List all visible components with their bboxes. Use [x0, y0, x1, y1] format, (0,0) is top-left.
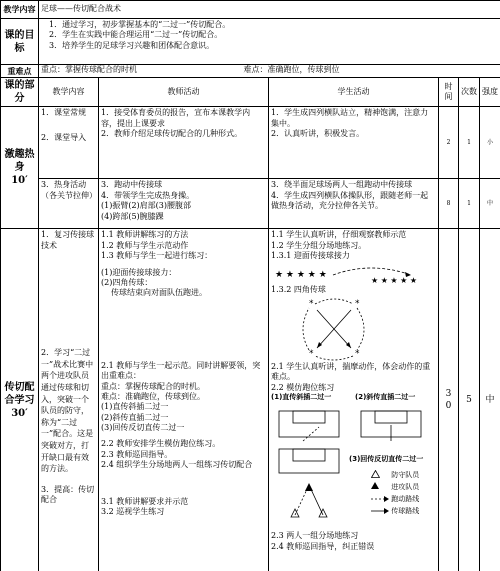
column-student: 学生活动: [269, 78, 439, 107]
column-teacher: 教师活动: [99, 78, 269, 107]
legend-label: 进攻队员: [391, 483, 420, 492]
teacher-item: 4．带领学生完成热身操。: [101, 190, 195, 200]
teacher-item: 1．接受体育委员的报告，宣布本课教学内容，提出上课要求: [101, 108, 251, 128]
teacher-item: 1.1 教师讲解练习的方法: [101, 230, 189, 240]
teacher-item: 重点：掌握传球配合的时机。: [101, 381, 205, 391]
drill-label-3: (3)回传反切直传二过一: [349, 455, 424, 464]
four-corner-diagram: [271, 296, 431, 362]
teacher-item: (1)直传斜插二过一: [101, 402, 169, 412]
warmup-student-1: [269, 107, 439, 179]
column-count: 次数: [459, 78, 480, 107]
student-item: 1.2 学生分组分场地练习。: [271, 240, 367, 250]
teacher-item: 2.1 教师与学生一起示范。同时讲解要领，突出重难点：: [101, 360, 261, 381]
legend-label: 防守队员: [391, 471, 420, 480]
relay-pass-diagram: [271, 263, 431, 285]
teacher-item: 2.2 教师安排学生模仿跑位练习。: [101, 439, 221, 449]
difficult-point: 难点：准确跑位，传球到位: [243, 65, 340, 74]
goal-item: 1．通过学习，初步掌握基本的“二过一”传切配合。: [49, 20, 231, 29]
content-item: 3．提高：传切配合: [41, 484, 95, 505]
legend-item-pass: [371, 505, 419, 517]
teacher-item: (4)跨部(5)腕膝踝: [101, 211, 164, 221]
drill-3-field: [273, 445, 353, 525]
teacher-item: 难点：准确跑位，传球到位。: [101, 391, 205, 401]
legend-item-run: [371, 493, 419, 505]
main-time: [439, 229, 459, 571]
main-count: 5: [459, 229, 480, 571]
drill-diagrams: [271, 393, 436, 527]
main-time-value: 30: [445, 389, 452, 411]
legend-label: 传球路线: [391, 507, 420, 516]
warmup-part: [1, 107, 39, 229]
student-item: 1.3.2 四角传球: [271, 284, 326, 294]
legend-item-defender: [371, 469, 419, 481]
content-item: （各关节拉伸）: [41, 190, 97, 200]
run-path: [357, 308, 364, 350]
student-item: 1.3.1 迎面传接球接力: [271, 251, 350, 261]
key-point: 重点：掌握传球配合的时机: [41, 65, 137, 74]
run-path: [315, 356, 353, 360]
drill-2-field: [355, 405, 435, 445]
column-time: 时间: [439, 78, 459, 107]
column-content: 教学内容: [39, 78, 99, 107]
main-part: [1, 229, 39, 571]
keypoints-label: 重难点: [1, 65, 39, 78]
student-item: 1.1 学生认真听讲，仔细观察教师示范: [271, 230, 407, 240]
content-item: 3．热身活动: [41, 180, 87, 190]
star-mark-icon: *: [309, 348, 314, 359]
goal-item: 3．培养学生的足球学习兴趣和团体配合意识。: [49, 40, 215, 50]
student-item: 3．绕半面足球场两人一组跑动中传接球: [271, 180, 413, 190]
teacher-item: 3．跑动中传接球: [101, 180, 163, 190]
student-item: 2．认真听讲，积极发言。: [271, 129, 365, 139]
attacker-icon: [371, 482, 379, 489]
content-item: 2．学习“二过一”战术比赛中两个进攻队员通过传球和切入，突破一个队员的防守，称为“二过一”配合。这是突破对方，打开缺口最有效的方法。: [41, 348, 94, 474]
warmup-part-time: 10′: [11, 175, 28, 187]
content-label: 教学内容: [1, 1, 39, 19]
teacher-item: (1)迎面传接球接力：: [101, 267, 177, 277]
column-intensity: 强度: [480, 78, 500, 107]
teacher-item: 1.2 教师与学生示范动作: [101, 240, 189, 250]
main-content: [39, 229, 99, 571]
star-mark-icon: *: [355, 298, 360, 309]
warmup-time-1: 2: [439, 107, 459, 179]
goal-item: 2．学生在实践中能合理运用“二过一”传切配合。: [49, 30, 223, 40]
star-row: ★ ★ ★ ★ ★: [371, 275, 418, 285]
warmup-count-2: 1: [459, 179, 480, 229]
teacher-item: 3.2 巡视学生练习: [101, 507, 165, 517]
warmup-count-1: 1: [459, 107, 480, 179]
warmup-student-2: [269, 179, 439, 229]
legend-label: 跑动路线: [391, 495, 420, 504]
drill-label-2: (2)斜传直插二过一: [355, 393, 416, 402]
main-intensity: 中: [480, 229, 500, 571]
main-teacher: [99, 229, 269, 571]
teacher-item: (2)四角传球：: [101, 277, 153, 287]
legend-item-attacker: [371, 481, 419, 493]
drill-1-field: [273, 405, 353, 445]
warmup-intensity-2: 中: [480, 179, 500, 229]
warmup-teacher-2: [99, 179, 269, 229]
student-item: 4．学生成四列横队体操队形，跟随老师一起做热身活动，充分拉伸各关节。: [271, 190, 429, 211]
teacher-item: 2.3 教师巡回指导。: [101, 449, 173, 459]
drill-label-1: (1)直传斜插二过一: [271, 393, 332, 402]
teacher-item: 2．教师介绍足球传切配合的几种形式。: [101, 129, 243, 139]
warmup-content-1: [39, 107, 99, 179]
teacher-item: (2)斜传直插二过一: [101, 412, 169, 422]
defender-icon: [371, 470, 379, 477]
student-item: 2.2 模仿跑位练习: [271, 382, 335, 392]
content-item: 2．课堂导入: [41, 132, 87, 142]
teacher-item: 2.4 组织学生分场地两人一组练习传切配合: [101, 460, 253, 470]
goal-label-text: 课的目标: [4, 29, 35, 54]
teacher-item: 传球结束向对面队伍跑进。: [111, 288, 207, 298]
legend: [371, 469, 419, 517]
run-path: [303, 308, 309, 350]
warmup-content-2: [39, 179, 99, 229]
content-item: 1．复习传接球技术: [41, 230, 95, 250]
student-item: 2.4 教师巡回指导，纠正错误: [271, 541, 375, 551]
warmup-intensity-1: 小: [480, 107, 500, 179]
teacher-item: (1)振臂(2)肩部(3)腰腹部: [101, 201, 191, 211]
warmup-time-2: 8: [439, 179, 459, 229]
student-item: 2.1 学生认真听讲，揣摩动作，体会动作的重难点。: [271, 361, 431, 382]
main-part-name: 传切配合学习: [4, 382, 35, 407]
warmup-part-name: 激趣热身: [4, 149, 35, 174]
column-part: 课的部分: [1, 78, 39, 107]
run-path: [315, 299, 353, 304]
main-student: [269, 229, 439, 571]
star-row: ★ ★ ★ ★ ★: [275, 269, 327, 280]
goal-label: [1, 19, 39, 65]
teacher-item: (3)回传反切直传二过一: [101, 423, 185, 433]
content-value: 足球——传切配合战术: [39, 1, 500, 19]
student-item: 2.3 两人一组分场地练习: [271, 531, 359, 541]
content-item: 1．课堂常规: [41, 108, 87, 118]
teacher-item: 1.3 教师与学生一起进行练习：: [101, 251, 213, 261]
pass-line-icon: [371, 508, 389, 514]
star-mark-icon: *: [355, 348, 360, 359]
warmup-teacher-1: [99, 107, 269, 179]
relay-arc: [333, 268, 411, 275]
run-line-icon: [371, 496, 389, 502]
star-mark-icon: *: [309, 298, 314, 309]
main-part-time: 30′: [11, 408, 28, 420]
goal-list: [39, 19, 500, 65]
student-item: 1．学生成四列横队站立，精神饱满，注意力集中。: [271, 108, 429, 128]
keypoints-row: [39, 65, 500, 78]
teacher-item: 3.1 教师讲解要求并示范: [101, 496, 189, 506]
